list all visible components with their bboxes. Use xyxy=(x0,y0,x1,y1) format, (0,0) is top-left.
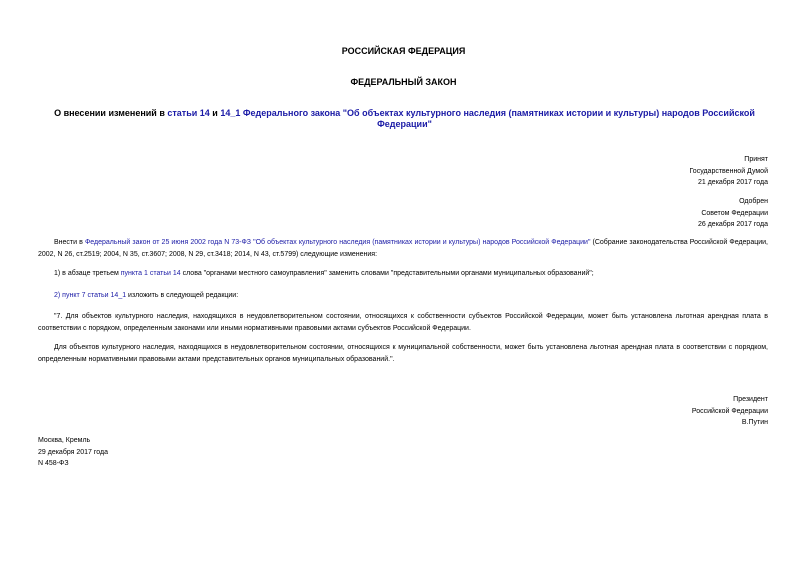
country-heading: РОССИЙСКАЯ ФЕДЕРАЦИЯ xyxy=(341,46,466,56)
link-federal-law-73[interactable]: Федеральный закон от 25 июня 2002 года N 73-ФЗ "Об объектах культурного наследия (памятниках истории и культуры) народов Российской Федерации" xyxy=(84,239,591,246)
item-1-text-2: слова "органами местного самоуправления" заменить словами "представительными органами муниципальных образований"; xyxy=(180,270,594,277)
approved-body: Советом Федерации xyxy=(701,209,768,217)
adopted-label: Принят xyxy=(744,156,768,163)
adopted-body: Государственной Думой xyxy=(689,167,768,175)
paragraph-item-2 xyxy=(38,290,768,302)
document-title xyxy=(52,108,757,130)
approved-label: Одобрен xyxy=(739,198,768,205)
link-point-7-article-14-1[interactable]: 2) пункт 7 статьи 14_1 xyxy=(54,292,127,299)
doc-type-heading: ФЕДЕРАЛЬНЫЙ ЗАКОН xyxy=(350,77,457,87)
title-link-article-14[interactable]: статьи 14 xyxy=(167,108,210,118)
adopted-block xyxy=(689,154,768,189)
item-1-text-1: 1) в абзаце третьем xyxy=(54,270,121,277)
item-2-text: изложить в следующей редакции: xyxy=(126,292,239,299)
signature-block xyxy=(692,394,768,429)
approved-block xyxy=(698,196,768,231)
approved-date: 26 декабря 2017 года xyxy=(697,221,768,229)
signature-name: В.Путин xyxy=(741,419,768,427)
footer-place: Москва, Кремль xyxy=(38,437,91,444)
adopted-date: 21 декабря 2017 года xyxy=(697,179,768,187)
footer-date: 29 декабря 2017 года xyxy=(38,448,109,456)
paragraph-quote-2: Для объектов культурного наследия, находящихся в неудовлетворительном состоянии, относящихся к муниципальной собственности, может быть установлена льготная арендная плата в соответствии с порядком, определенным нормативными правовыми актами представительных органов муниципальных образований.". xyxy=(38,344,768,363)
signature-title: Президент xyxy=(733,396,768,403)
link-point-1-article-14[interactable]: пункта 1 статьи 14 xyxy=(120,270,181,277)
paragraph-item-1 xyxy=(38,268,768,280)
paragraph-quote-1: "7. Для объектов культурного наследия, находящихся в неудовлетворительном состоянии, относящихся к собственности субъектов Российской Федерации, может быть установлена льготная арендная плата в соответствии с порядком, определенным законами или иными нормативными правовыми актами субъектов Российской Федерации. xyxy=(38,313,768,332)
title-text-1: О внесении изменений в xyxy=(54,108,168,118)
paragraph-intro-text-1: Внести в xyxy=(54,239,85,246)
footer-block xyxy=(38,435,108,470)
paragraph-intro-text-2: (Собрание законодательства Российской Федерации, 2002, N 26, ст.2519; 2004, N 35, ст.3607; 2008, N 29, ст.3418; 2014, N 43, ст.5799) следующие изменения: xyxy=(38,239,768,258)
paragraph-intro xyxy=(38,237,768,260)
signature-country: Российской Федерации xyxy=(691,407,768,415)
title-text-2: и xyxy=(209,108,221,118)
title-link-article-14-1[interactable]: 14_1 Федерального закона "Об объектах культурного наследия (памятниках истории и культуры) народов Российской Федерации" xyxy=(220,108,755,129)
footer-number: N 458-ФЗ xyxy=(38,460,69,468)
